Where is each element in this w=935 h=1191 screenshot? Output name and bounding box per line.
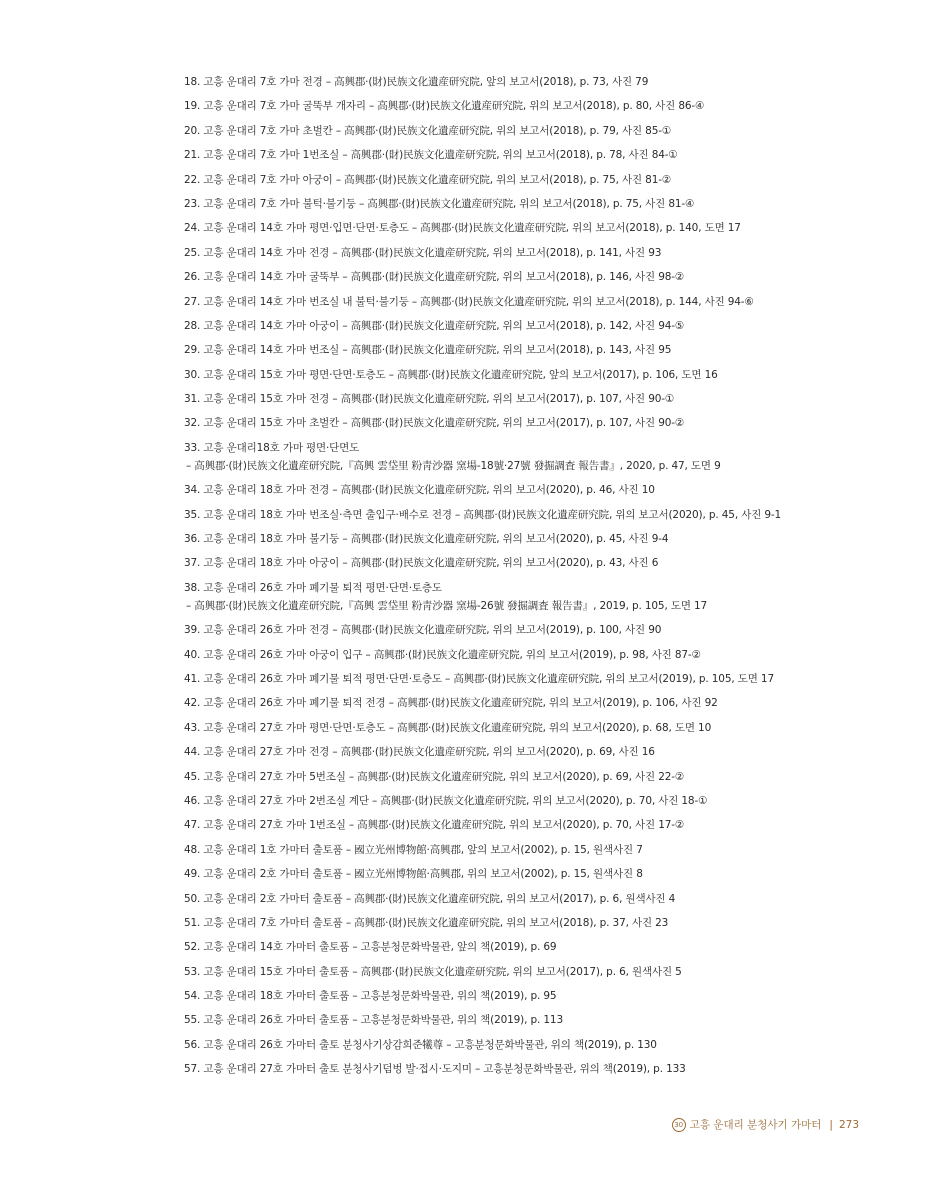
caption-entry (184, 481, 904, 499)
caption-text: 39. 고흥 운대리 26호 가마 전경 – 高興郡·(財)民族文化遺産研究院, 위의 보고서(2019), p. 100, 사진 90 (184, 624, 662, 637)
caption-text: 23. 고흥 운대리 7호 가마 불턱·불기둥 – 高興郡·(財)民族文化遺産研究院, 위의 보고서(2018), p. 75, 사진 81-④ (184, 197, 695, 210)
caption-entry (184, 317, 904, 335)
caption-continuation: – 高興郡·(財)民族文化遺産研究院,『高興 雲垈里 粉靑沙器 窯場-18號·27號 發掘調査 報告書』, 2020, p. 47, 도면 9 (186, 459, 721, 472)
caption-text: 37. 고흥 운대리 18호 가마 아궁이 – 高興郡·(財)民族文化遺産研究院, 위의 보고서(2020), p. 43, 사진 6 (184, 557, 659, 570)
caption-text: 53. 고흥 운대리 15호 가마터 출토품 – 高興郡·(財)民族文化遺産研究院, 위의 보고서(2017), p. 6, 원색사진 5 (184, 965, 682, 978)
caption-text: 30. 고흥 운대리 15호 가마 평면·단면·토층도 – 高興郡·(財)民族文化遺産研究院, 앞의 보고서(2017), p. 106, 도면 16 (184, 368, 718, 381)
caption-text: 42. 고흥 운대리 26호 가마 폐기물 퇴적 전경 – 高興郡·(財)民族文化遺産研究院, 위의 보고서(2019), p. 106, 사진 92 (184, 697, 718, 710)
caption-entry (184, 865, 904, 883)
caption-entry (184, 219, 904, 237)
caption-entry (184, 890, 904, 908)
caption-text: 47. 고흥 운대리 27호 가마 1번조실 – 高興郡·(財)民族文化遺産研究院, 위의 보고서(2020), p. 70, 사진 17-② (184, 819, 685, 832)
caption-entry (184, 694, 904, 712)
caption-text: 19. 고흥 운대리 7호 가마 굴뚝부 개자리 – 高興郡·(財)民族文化遺産研究院, 위의 보고서(2018), p. 80, 사진 86-④ (184, 100, 705, 113)
caption-entry (184, 963, 904, 981)
caption-text: 52. 고흥 운대리 14호 가마터 출토품 – 고흥분청문화박물관, 앞의 책(2019), p. 69 (184, 941, 557, 954)
caption-entry (184, 530, 904, 548)
caption-text: 57. 고흥 운대리 27호 가마터 출토 분청사기덤벙 발·접시·도지미 – 고흥분청문화박물관, 위의 책(2019), p. 133 (184, 1063, 686, 1076)
caption-entry (184, 646, 904, 664)
caption-entry (184, 341, 904, 359)
caption-text: 24. 고흥 운대리 14호 가마 평면·입면·단면·토층도 – 高興郡·(財)民族文化遺産研究院, 위의 보고서(2018), p. 140, 도면 17 (184, 222, 741, 235)
caption-text: 20. 고흥 운대리 7호 가마 초벌칸 – 高興郡·(財)民族文化遺産研究院, 위의 보고서(2018), p. 79, 사진 85-① (184, 124, 672, 137)
caption-entry (184, 841, 904, 859)
caption-text: 55. 고흥 운대리 26호 가마터 출토품 – 고흥분청문화박물관, 위의 책(2019), p. 113 (184, 1014, 563, 1027)
caption-continuation: – 高興郡·(財)民族文化遺産研究院,『高興 雲垈里 粉靑沙器 窯場-26號 發掘調査 報告書』, 2019, p. 105, 도면 17 (186, 599, 708, 612)
caption-entry (184, 195, 904, 213)
chapter-title: 고흥 운대리 분청사기 가마터 (689, 1119, 822, 1131)
caption-entry (184, 122, 904, 140)
footer-separator: | (829, 1118, 833, 1131)
caption-text: 49. 고흥 운대리 2호 가마터 출토품 – 國立光州博物館·高興郡, 위의 보고서(2002), p. 15, 원색사진 8 (184, 868, 643, 881)
caption-entry (184, 1011, 904, 1029)
caption-text: 50. 고흥 운대리 2호 가마터 출토품 – 高興郡·(財)民族文化遺産研究院, 위의 보고서(2017), p. 6, 원색사진 4 (184, 892, 676, 905)
caption-text: 43. 고흥 운대리 27호 가마 평면·단면·토층도 – 高興郡·(財)民族文化遺産研究院, 위의 보고서(2020), p. 68, 도면 10 (184, 721, 712, 734)
caption-entry (184, 743, 904, 761)
caption-entry (184, 73, 904, 91)
caption-text: 46. 고흥 운대리 27호 가마 2번조실 계단 – 高興郡·(財)民族文化遺産研究院, 위의 보고서(2020), p. 70, 사진 18-① (184, 794, 708, 807)
caption-text: 54. 고흥 운대리 18호 가마터 출토품 – 고흥분청문화박물관, 위의 책(2019), p. 95 (184, 990, 557, 1003)
caption-entry (184, 670, 904, 688)
caption-entry (184, 579, 904, 615)
figure-caption-list (184, 73, 904, 1085)
caption-entry (184, 768, 904, 786)
caption-text: 34. 고흥 운대리 18호 가마 전경 – 高興郡·(財)民族文化遺産研究院, 위의 보고서(2020), p. 46, 사진 10 (184, 484, 655, 497)
caption-text: 18. 고흥 운대리 7호 가마 전경 – 高興郡·(財)民族文化遺産研究院, 앞의 보고서(2018), p. 73, 사진 79 (184, 76, 649, 88)
caption-text: 21. 고흥 운대리 7호 가마 1번조실 – 高興郡·(財)民族文化遺産研究院, 위의 보고서(2018), p. 78, 사진 84-① (184, 149, 678, 162)
caption-entry (184, 293, 904, 311)
caption-text: 44. 고흥 운대리 27호 가마 전경 – 高興郡·(財)民族文化遺産研究院, 위의 보고서(2020), p. 69, 사진 16 (184, 746, 655, 759)
caption-entry (184, 1060, 904, 1078)
caption-entry (184, 171, 904, 189)
caption-entry (184, 268, 904, 286)
caption-entry (184, 792, 904, 810)
caption-text: 31. 고흥 운대리 15호 가마 전경 – 高興郡·(財)民族文化遺産研究院, 위의 보고서(2017), p. 107, 사진 90-① (184, 393, 675, 406)
caption-text: 36. 고흥 운대리 18호 가마 불기둥 – 高興郡·(財)民族文化遺産研究院, 위의 보고서(2020), p. 45, 사진 9-4 (184, 533, 669, 546)
caption-entry (184, 621, 904, 639)
caption-text: 45. 고흥 운대리 27호 가마 5번조실 – 高興郡·(財)民族文化遺産研究院, 위의 보고서(2020), p. 69, 사진 22-② (184, 770, 685, 783)
caption-entry (184, 146, 904, 164)
caption-text: 22. 고흥 운대리 7호 가마 아궁이 – 高興郡·(財)民族文化遺産研究院, 위의 보고서(2018), p. 75, 사진 81-② (184, 173, 672, 186)
caption-entry (184, 816, 904, 834)
caption-text: 35. 고흥 운대리 18호 가마 번조실·측면 출입구·배수로 전경 – 高興郡·(財)民族文化遺産研究院, 위의 보고서(2020), p. 45, 사진 9-1 (184, 508, 782, 521)
caption-entry (184, 719, 904, 737)
caption-text: 28. 고흥 운대리 14호 가마 아궁이 – 高興郡·(財)民族文化遺産研究院, 위의 보고서(2018), p. 142, 사진 94-⑤ (184, 319, 685, 332)
caption-entry (184, 244, 904, 262)
caption-text: 38. 고흥 운대리 26호 가마 폐기물 퇴적 평면·단면·토층도 (184, 581, 442, 594)
caption-text: 51. 고흥 운대리 7호 가마터 출토품 – 高興郡·(財)民族文化遺産研究院, 위의 보고서(2018), p. 37, 사진 23 (184, 916, 669, 929)
caption-entry (184, 987, 904, 1005)
caption-text: 26. 고흥 운대리 14호 가마 굴뚝부 – 高興郡·(財)民族文化遺産研究院, 위의 보고서(2018), p. 146, 사진 98-② (184, 271, 685, 284)
caption-entry (184, 554, 904, 572)
caption-entry (184, 506, 904, 524)
page-number: 273 (838, 1118, 859, 1131)
caption-text: 25. 고흥 운대리 14호 가마 전경 – 高興郡·(財)民族文化遺産研究院, 위의 보고서(2018), p. 141, 사진 93 (184, 246, 662, 259)
caption-entry (184, 97, 904, 115)
caption-text: 27. 고흥 운대리 14호 가마 번조실 내 불턱·불기둥 – 高興郡·(財)民族文化遺産研究院, 위의 보고서(2018), p. 144, 사진 94-⑥ (184, 295, 754, 308)
page-footer (672, 1117, 859, 1132)
caption-entry (184, 414, 904, 432)
caption-text: 56. 고흥 운대리 26호 가마터 출토 분청사기상감희준犧尊 – 고흥분청문화박물관, 위의 책(2019), p. 130 (184, 1038, 657, 1051)
caption-entry (184, 1036, 904, 1054)
caption-entry (184, 914, 904, 932)
caption-text: 48. 고흥 운대리 1호 가마터 출토품 – 國立光州博物館·高興郡, 앞의 보고서(2002), p. 15, 원색사진 7 (184, 843, 643, 856)
caption-entry (184, 439, 904, 475)
caption-entry (184, 938, 904, 956)
caption-entry (184, 366, 904, 384)
caption-text: 40. 고흥 운대리 26호 가마 아궁이 입구 – 高興郡·(財)民族文化遺産研究院, 위의 보고서(2019), p. 98, 사진 87-② (184, 648, 701, 661)
caption-entry (184, 390, 904, 408)
caption-text: 32. 고흥 운대리 15호 가마 초벌칸 – 高興郡·(財)民族文化遺産研究院, 위의 보고서(2017), p. 107, 사진 90-② (184, 417, 685, 430)
caption-text: 29. 고흥 운대리 14호 가마 번조실 – 高興郡·(財)民族文化遺産研究院, 위의 보고서(2018), p. 143, 사진 95 (184, 344, 672, 357)
caption-text: 41. 고흥 운대리 26호 가마 폐기물 퇴적 평면·단면·토층도 – 高興郡·(財)民族文化遺産研究院, 위의 보고서(2019), p. 105, 도면 17 (184, 672, 774, 685)
chapter-number-badge: 30 (672, 1118, 686, 1132)
caption-text: 33. 고흥 운대리18호 가마 평면·단면도 (184, 441, 360, 454)
